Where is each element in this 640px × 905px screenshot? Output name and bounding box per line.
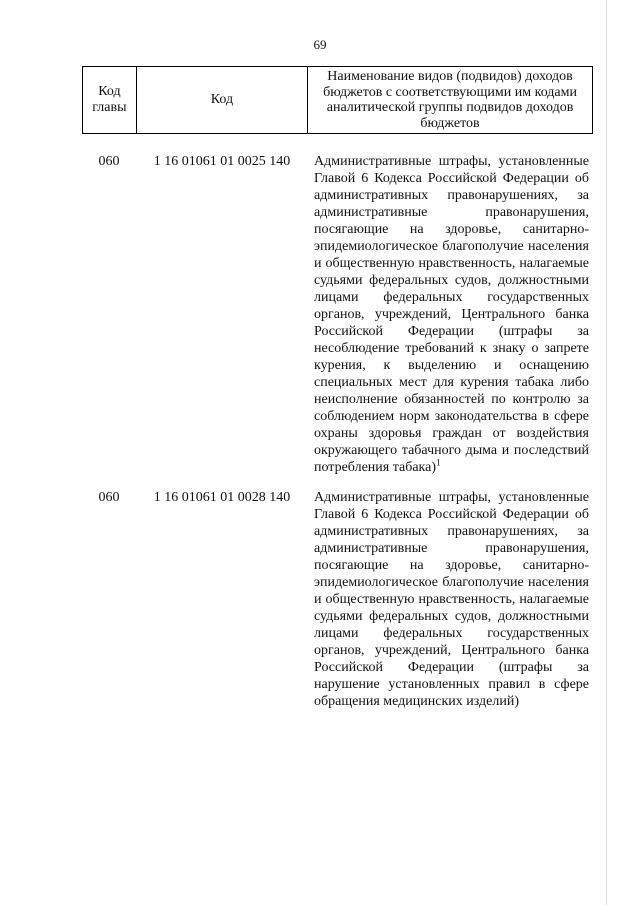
chapter-code-cell: 060 [98,490,120,505]
name-cell [308,153,593,476]
name-cell [308,489,593,710]
code-cell: 1 16 01061 01 0028 140 [153,490,291,505]
table-row [82,153,593,476]
name-text: Административные штрафы, установленные Главой 6 Кодекса Российской Федерации об административных правонарушениях, за административные правонарушения, посягающие на здоровье, санитарно-эпидемиологическое благополучие населения и общественную нравственность, налагаемые судьями федеральных судов, должностными лицами федеральных государственных органов, учреждений, Центрального банка Российской Федерации (штрафы за несоблюдение требований к знаку о запрете курения, к выделению и оснащению специальных мест для курения табака либо неисполнение обязанностей по контролю за соблюдением норм законодательства в сфере охраны здоровья граждан от воздействия окружающего табачного дыма и последствий потребления табака) [314,154,589,475]
name-text: Административные штрафы, установленные Главой 6 Кодекса Российской Федерации об административных правонарушениях, за административные правонарушения, посягающие на здоровье, санитарно-эпидемиологическое благополучие населения и общественную нравственность, налагаемые судьями федеральных судов, должностными лицами федеральных государственных органов, учреждений, Центрального банка Российской Федерации (штрафы за нарушение установленных правил в сфере обращения медицинских изделий) [314,490,589,709]
header-name: Наименование видов (подвидов) доходов бюджетов с соответствующими им кодами аналитической группы подвидов доходов бюджетов [323,69,577,131]
code-cell: 1 16 01061 01 0025 140 [153,154,291,169]
page-number: 69 [313,37,327,52]
scan-edge-line [606,0,607,905]
footnote-marker: 1 [436,457,441,468]
header-chapter-code: Код главы [83,67,137,133]
chapter-code-cell: 060 [98,154,120,169]
table-header [82,66,593,134]
table-row [82,489,593,710]
header-code: Код [137,67,308,133]
